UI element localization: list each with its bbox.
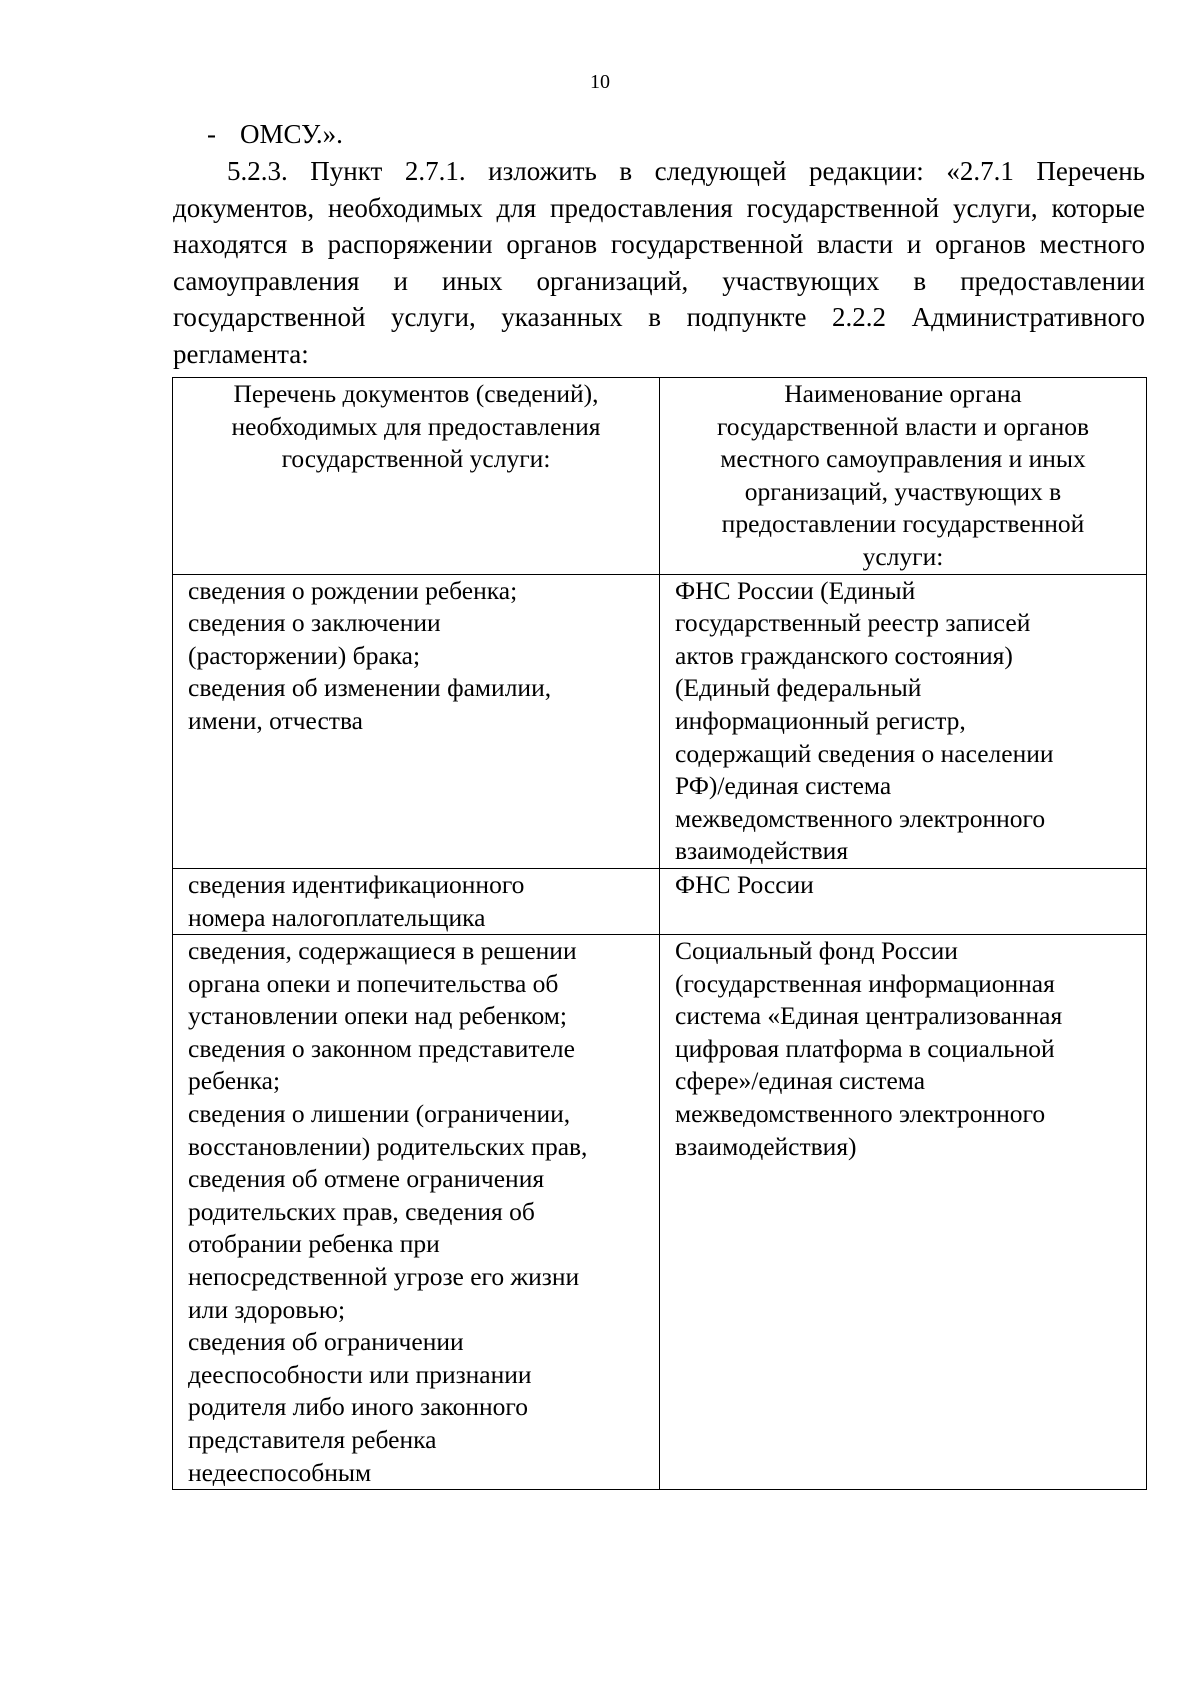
cell-documents: сведения идентификационного номера налогоплательщика: [173, 868, 660, 934]
page-number: 10: [590, 71, 610, 93]
table-row: [173, 935, 1147, 1490]
header-organ: Наименование органа государственной власти и органов местного самоуправления и иных организаций, участвующих в предоставлении государственной услуги:: [660, 378, 1147, 575]
cell-organ: Социальный фонд России (государственная информационная система «Единая централизованная цифровая платформа в социальной сфере»/единая система межведомственного электронного взаимодействия): [660, 935, 1147, 1490]
table-row: [173, 574, 1147, 868]
header-documents: Перечень документов (сведений), необходимых для предоставления государственной услуги:: [173, 378, 660, 575]
cell-documents: сведения, содержащиеся в решении органа опеки и попечительства об установлении опеки над ребенком; сведения о законном представителе ребенка; сведения о лишении (ограничении, восстановлении) родительских прав, сведения об отмене ограничения родительских прав, сведения об отобрании ребенка при непосредственной угрозе его жизни или здоровью; сведения об ограничении дееспособности или признании родителя либо иного законного представителя ребенка недееспособным: [173, 935, 660, 1490]
cell-documents: сведения о рождении ребенка; сведения о заключении (расторжении) брака; сведения об изменении фамилии, имени, отчества: [173, 574, 660, 868]
documents-table: [172, 377, 1147, 1490]
amendment-paragraph: 5.2.3. Пункт 2.7.1. изложить в следующей редакции: «2.7.1 Перечень документов, необходимых для предоставления государственной услуги, которые находятся в распоряжении органов государственной власти и органов местного самоуправления и иных организаций, участвующих в предоставлении государственной услуги, указанных в подпункте 2.2.2 Административного регламента:: [173, 156, 1145, 369]
list-dash: -: [207, 119, 216, 149]
table-row: [173, 868, 1147, 934]
list-item-text: ОМСУ.».: [240, 119, 343, 149]
table-header-row: [173, 378, 1147, 575]
list-item: [173, 116, 1145, 152]
cell-organ: ФНС России: [660, 868, 1147, 934]
cell-organ: ФНС России (Единый государственный реестр записей актов гражданского состояния) (Единый федеральный информационный регистр, содержащий сведения о населении РФ)/единая система межведомственного электронного взаимодействия: [660, 574, 1147, 868]
